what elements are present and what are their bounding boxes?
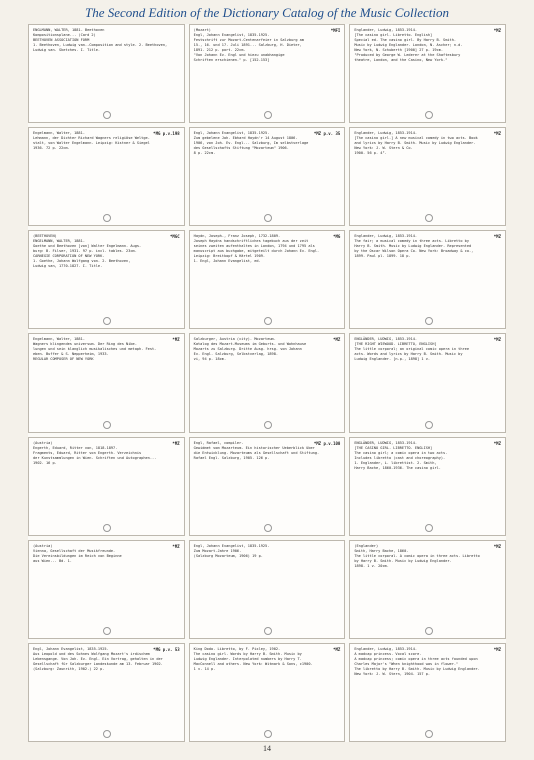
card-text-line: New York: J. W. Stern & Co.: [354, 146, 413, 151]
card-text-line: stalt, von Walter Engelmann. Leipzig: Kistner & Siegel: [33, 141, 150, 146]
catalog-card: [189, 127, 346, 226]
card-text-line: die Entwicklung. Mozarteums als Gesellschaft und Stiftung.: [193, 450, 320, 455]
card-text-line: The casino girl; a comic opera in two acts.: [354, 450, 448, 455]
card-text-line: New York, N. Schuberth [1900] 27 p. 19cm.: [354, 48, 444, 52]
card-text-line: CARNEGIE CORPORATION OF NEW YORK.: [33, 254, 105, 259]
call-number: *MZ p.v.100: [313, 440, 341, 446]
catalog-card: [189, 540, 346, 639]
card-text-line: BEETHOVEN ASSOCIATION FORM: [33, 38, 90, 42]
call-number: *MZ: [493, 131, 501, 137]
catalog-card: [189, 230, 346, 329]
card-text-line: Kompositionsplane... (Card 2): [33, 33, 96, 37]
card-text-line: Ludwig Englander. Interpolated numbers by Harry T.: [193, 656, 302, 661]
catalog-card: [349, 24, 506, 123]
call-number: *MZ: [493, 28, 501, 33]
card-text-line: and lyrics by Harry B. Smith. Music by Ludwig Englander.: [354, 141, 476, 146]
card-text-line: Joseph Haydns handschriftliches tagebuch aus der zeit: [193, 239, 309, 244]
card-text-line: Charles Major's "When knighthood was in flower.": [354, 661, 459, 666]
card-text-line: Haydn, Joseph-, Franz Joseph, 1732-1809.: [193, 234, 281, 239]
card-text-line: Engelmann, Walter, 1881-: [33, 131, 85, 136]
card-text-line: Salzburger, Austria (city). Mozarteum.: [193, 337, 276, 342]
call-number: *MZ: [333, 646, 341, 652]
card-text-line: ENGLÄNDER, LUDWIG, 1853-1914.: [354, 440, 418, 445]
catalog-card: [28, 333, 185, 432]
card-text-line: 15., 16. und 17. Juli 1891... Salzburg, H. Dieter,: [193, 43, 302, 47]
card-punch-hole: [264, 214, 272, 222]
card-text-line: 1899. Paul pl. 1899. 18 p.: [354, 254, 411, 259]
card-text-line: 1. Goethe, Johann Wolfgang von. 2. Beethoven,: [33, 259, 131, 264]
card-text-line: (Austria): [33, 543, 53, 548]
card-text-line: Katalog des Mozart-Museums im Geburts- und Wohnhause: [193, 342, 307, 347]
card-text-line: Includes libretto (cast and choreography).: [354, 455, 446, 460]
call-number: *MZ: [172, 440, 180, 446]
catalog-card: [28, 643, 185, 742]
card-text-line: 1891. 212 p. port. 22cm.: [193, 48, 246, 52]
call-number: *MZ: [493, 543, 501, 549]
call-number: *MZ: [493, 337, 501, 343]
card-punch-hole: [264, 730, 272, 738]
card-text-line: Harry Bache, 1860-1936. The casino girl.: [354, 465, 441, 470]
call-number: *MG p.v.198: [153, 131, 180, 137]
page-number: 14: [263, 744, 271, 753]
card-text-line: 1936. 72 p. 22cm.: [33, 146, 70, 151]
card-text-line: King Dodo. Libretto, by F. Pixley, 1902.: [193, 646, 281, 651]
card-text-line: [The casino girl. Libretto. English]: [354, 33, 433, 37]
catalog-card: [349, 333, 506, 432]
card-text-line: Englander, Ludwig, 1853-1914.: [354, 28, 418, 32]
catalog-page: [28, 24, 506, 742]
card-text-line: (BEETHOVEN): [33, 234, 57, 239]
card-punch-hole: [264, 421, 272, 429]
card-punch-hole: [103, 524, 111, 532]
card-punch-hole: [425, 111, 433, 119]
card-text-line: [The casino girl.] A new musical comedy in two acts. Book: [354, 136, 478, 141]
card-text-line: 1906, von Joh. Ev. Engl... Salzburg, Im selbstverlage: [193, 141, 309, 146]
catalog-card: [349, 643, 506, 742]
card-text-line: Engl, Johann Evangelist, 1835-1925.: [193, 543, 270, 548]
call-number: *MZ: [172, 543, 180, 549]
card-text-line: The fair; a musical comedy in three acts. Libretto by: [354, 239, 469, 244]
card-text-line: by Harry B. Smith. Music by Ludwig Englander.: [354, 558, 452, 563]
card-text-line: lungen und sein klanglich musikalisches und metaph. Fest-: [33, 347, 157, 352]
call-number: *MGC: [170, 234, 180, 240]
call-number: *MG p.v. 53: [153, 646, 180, 652]
card-text-line: Leipzig: Breitkopf & Härtel 1909.: [193, 254, 266, 259]
card-text-line: Englander, Ludwig, 1853-1914.: [354, 234, 418, 239]
card-text-line: Lehmann, der Dichter Richard Wagners religiöse Weltge-: [33, 136, 150, 141]
card-text-line: 1. Englander, L. librettist. 2. Smith,: [354, 460, 437, 465]
call-number: *MZ: [493, 646, 501, 652]
call-number: *MZ: [493, 234, 501, 240]
card-text-line: Lebensgange. Von Joh. Ev. Engl. Ein Vortrag, gehalten in der: [33, 656, 163, 661]
card-text-line: Engerth, Eduard, Ritter von, 1818-1897.: [33, 445, 118, 450]
card-text-line: ENGLÄNDER, LUDWIG, 1853-1914.: [354, 337, 418, 342]
catalog-card: [349, 127, 506, 226]
card-text-line: 1 v. 14 p.: [193, 666, 216, 671]
card-punch-hole: [103, 730, 111, 738]
card-text-line: ENGELMANN, WALTER, 1881-: [33, 239, 85, 244]
card-text-line: 1898. 1 v. 20cm.: [354, 563, 389, 568]
card-text-line: Smith, Harry Bache, 1860-: [354, 548, 409, 553]
card-text-line: Gewidmet vom Mozarteum. Ein historischer Ueberblick über: [193, 445, 315, 450]
call-number: *MZ p.v. 35: [313, 131, 341, 137]
catalog-card: [28, 24, 185, 123]
card-text-line: 1900. 56 p. 4°.: [354, 151, 387, 156]
card-punch-hole: [103, 627, 111, 635]
card-text-line: Mozarts zu Salzburg. Dritte Ausg. hrsg. von Johann: [193, 347, 302, 352]
catalog-card: [28, 127, 185, 226]
catalog-card: [349, 437, 506, 536]
card-text-line: Zum gebelene Joh. Ebhard Haydn'r 14 August 1806-: [193, 136, 298, 141]
card-punch-hole: [425, 730, 433, 738]
card-text-line: Festschrift zur Mozart-Centenarfeier in Salzburg am: [193, 38, 305, 42]
catalog-card: [349, 540, 506, 639]
card-text-line: Engl, Johann Evangelist, 1835-1925.: [33, 646, 109, 651]
catalog-card: [189, 24, 346, 123]
card-text-line: vi, 94 p. 18cm.: [193, 357, 227, 362]
card-text-line: 1902. 16 p.: [33, 460, 57, 465]
card-text-line: Engl, Johann Evangelist, 1835-1925.: [193, 131, 270, 136]
card-text-line: REGULAR COMPOSER OF NEW YORK: [33, 357, 94, 362]
card-text-line: (Austria): [33, 440, 53, 445]
card-text-line: Vienna, Gesellschaft der Musikfreunde.: [33, 548, 116, 553]
card-text-line: The little corporal; an original comic opera in three: [354, 347, 469, 352]
card-punch-hole: [264, 524, 272, 532]
card-text-line: der Kunstsammlungen in Wien. Schriften und Autographen...: [33, 455, 157, 460]
call-number: *MG: [333, 234, 341, 240]
card-text-line: Engl, Rafael, compiler.: [193, 440, 244, 445]
card-text-line: burg: B. Filser, 1931. 97 p. incl. tables. 23cm.: [33, 249, 137, 254]
catalog-card: [28, 230, 185, 329]
catalog-card: [189, 437, 346, 536]
card-text-line: theatre, London, and the Casino, New York.": [354, 58, 448, 62]
card-text-line: Ev. Engl. Salzburg, Selbstverlag, 1898.: [193, 352, 279, 357]
card-text-line: 1. Engl, Johann Evangelist, ed.: [193, 259, 261, 264]
card-punch-hole: [264, 111, 272, 119]
card-punch-hole: [264, 627, 272, 635]
card-text-line: Special ed. The casino girl. By Harry B. Smith.: [354, 38, 457, 42]
card-text-line: Aus Leopold und des Sohnes Wolfgang Mozart's irdischem: [33, 651, 150, 656]
card-punch-hole: [425, 214, 433, 222]
card-punch-hole: [103, 421, 111, 429]
catalog-card: [28, 437, 185, 536]
card-text-line: (Mozart): [193, 28, 211, 32]
card-text-line: Zum Mozart-Jahre 1906.: [193, 548, 242, 553]
card-punch-hole: [103, 111, 111, 119]
card-text-line: Ludwig van, 1770-1827. I. Title.: [33, 264, 103, 269]
card-text-line: (Englander): [354, 543, 379, 548]
card-text-line: 8 p. 22cm.: [193, 151, 216, 156]
card-text-line: Rafael Engl. Salzburg, 1905. 126 p.: [193, 455, 270, 460]
card-text-line: (Salzburg Mozarteum, 1906) 19 p.: [193, 553, 263, 558]
card-text-line: Gesellschaft für Salzburger Landeskunde am 13. Februar 1902.: [33, 661, 163, 666]
call-number: *MZ: [172, 337, 180, 343]
catalog-card: [349, 230, 506, 329]
call-number: *MZ: [333, 337, 341, 343]
page-header: The Second Edition of the Dictionary Catalog of the Music Collection: [85, 5, 449, 20]
card-text-line: aus Wien... Bd. 1.: [33, 558, 72, 563]
card-text-line: The casino girl. Words by Harry B. Smith. Music by: [193, 651, 302, 656]
card-text-line: The libretto by Harry B. Smith. Music by Ludwig Englander.: [354, 666, 480, 671]
card-text-line: seines zweiten aufenthaltes in London, 1794 und 1795 als: [193, 244, 315, 249]
card-text-line: des Gesellschafts Stiftung "Mozarteum" 1906.: [193, 146, 289, 151]
card-text-line: ENGLMANN, WALTER, 1881- Beethoven: [33, 28, 105, 32]
card-text-line: "Von Johann Ev. Engl und hiezu unabhangige: [193, 53, 285, 57]
card-text-line: Wagners klingendes universum. Der Ring des Nibe-: [33, 342, 137, 347]
card-text-line: MacConnell and others. New York: Witmark & Sons, c1900.: [193, 661, 313, 666]
card-punch-hole: [103, 214, 111, 222]
call-number: *MFI: [330, 28, 341, 33]
card-text-line: Engelmann, Walter, 1881-: [33, 337, 85, 342]
card-text-line: eben. Buffer & S. Nepperheim, 1933.: [33, 352, 109, 357]
card-text-line: Schriften erschienen." p. [152-153]: [193, 58, 270, 62]
card-punch-hole: [103, 317, 111, 325]
card-punch-hole: [425, 317, 433, 325]
catalog-card: [189, 643, 346, 742]
card-text-line: manuscript aus buchgabe, mitgeteilt durch Johann Ev. Engl.: [193, 249, 320, 254]
card-text-line: (Salzburg: Zaunrith, 1902.) 22 p.: [33, 666, 105, 671]
card-text-line: The little corporal. A comic opera in three acts. Libretto: [354, 553, 480, 558]
card-text-line: acts. Words and lyrics by Harry B. Smith. Music by: [354, 352, 463, 357]
card-text-line: Fragments, Eduard, Ritter von Engerth. Verzeichnis: [33, 450, 142, 455]
card-text-line: Engl, Johann Evangelist, 1835-1925.: [193, 33, 270, 37]
card-text-line: Goethe und Beethoven [von] Walter Engelmann. Augs-: [33, 244, 142, 249]
card-text-line: [THE CASINO GIRL. LIBRETTO. ENGLISH]: [354, 445, 433, 450]
catalog-card: [28, 540, 185, 639]
card-text-line: by the Oscar Wilson Opera Co. New York: Broadway & co.,: [354, 249, 474, 254]
card-text-line: Englander, Ludwig, 1853-1914.: [354, 131, 418, 136]
card-text-line: Die Vereinsbildungen im Reich von Beginne: [33, 553, 122, 558]
card-punch-hole: [425, 421, 433, 429]
card-punch-hole: [264, 317, 272, 325]
catalog-card: [189, 333, 346, 432]
card-text-line: Ludwig Englander. [n.p., 1898] 1 v.: [354, 357, 431, 362]
card-text-line: A madcap princess; comic opera in three acts founded upon: [354, 656, 478, 661]
card-text-line: [THE RIGHT WIEWOOD. LIBRETTO, ENGLISH]: [354, 342, 437, 347]
card-text-line: A madcap princess. Vocal score.: [354, 651, 422, 656]
card-text-line: New York: J. W. Stern, 1904. 157 p.: [354, 671, 431, 676]
card-punch-hole: [425, 627, 433, 635]
card-text-line: Harry B. Smith. Music by Ludwig Englander. Represented: [354, 244, 472, 249]
card-text-line: Ludwig van. Sketches. I. Title.: [33, 48, 101, 52]
card-text-line: Englander, Ludwig, 1853-1914.: [354, 646, 418, 651]
card-punch-hole: [425, 524, 433, 532]
call-number: *MZ: [493, 440, 501, 446]
card-text-line: 1. Beethoven, Ludwig van--Composition and style. 2. Beethoven,: [33, 43, 168, 47]
card-text-line: "Produced by George W. Lederer at the Shaftesbury: [354, 53, 461, 57]
card-text-line: Music by Ludwig Englander. London, N. Ascher; n.d.: [354, 43, 463, 47]
